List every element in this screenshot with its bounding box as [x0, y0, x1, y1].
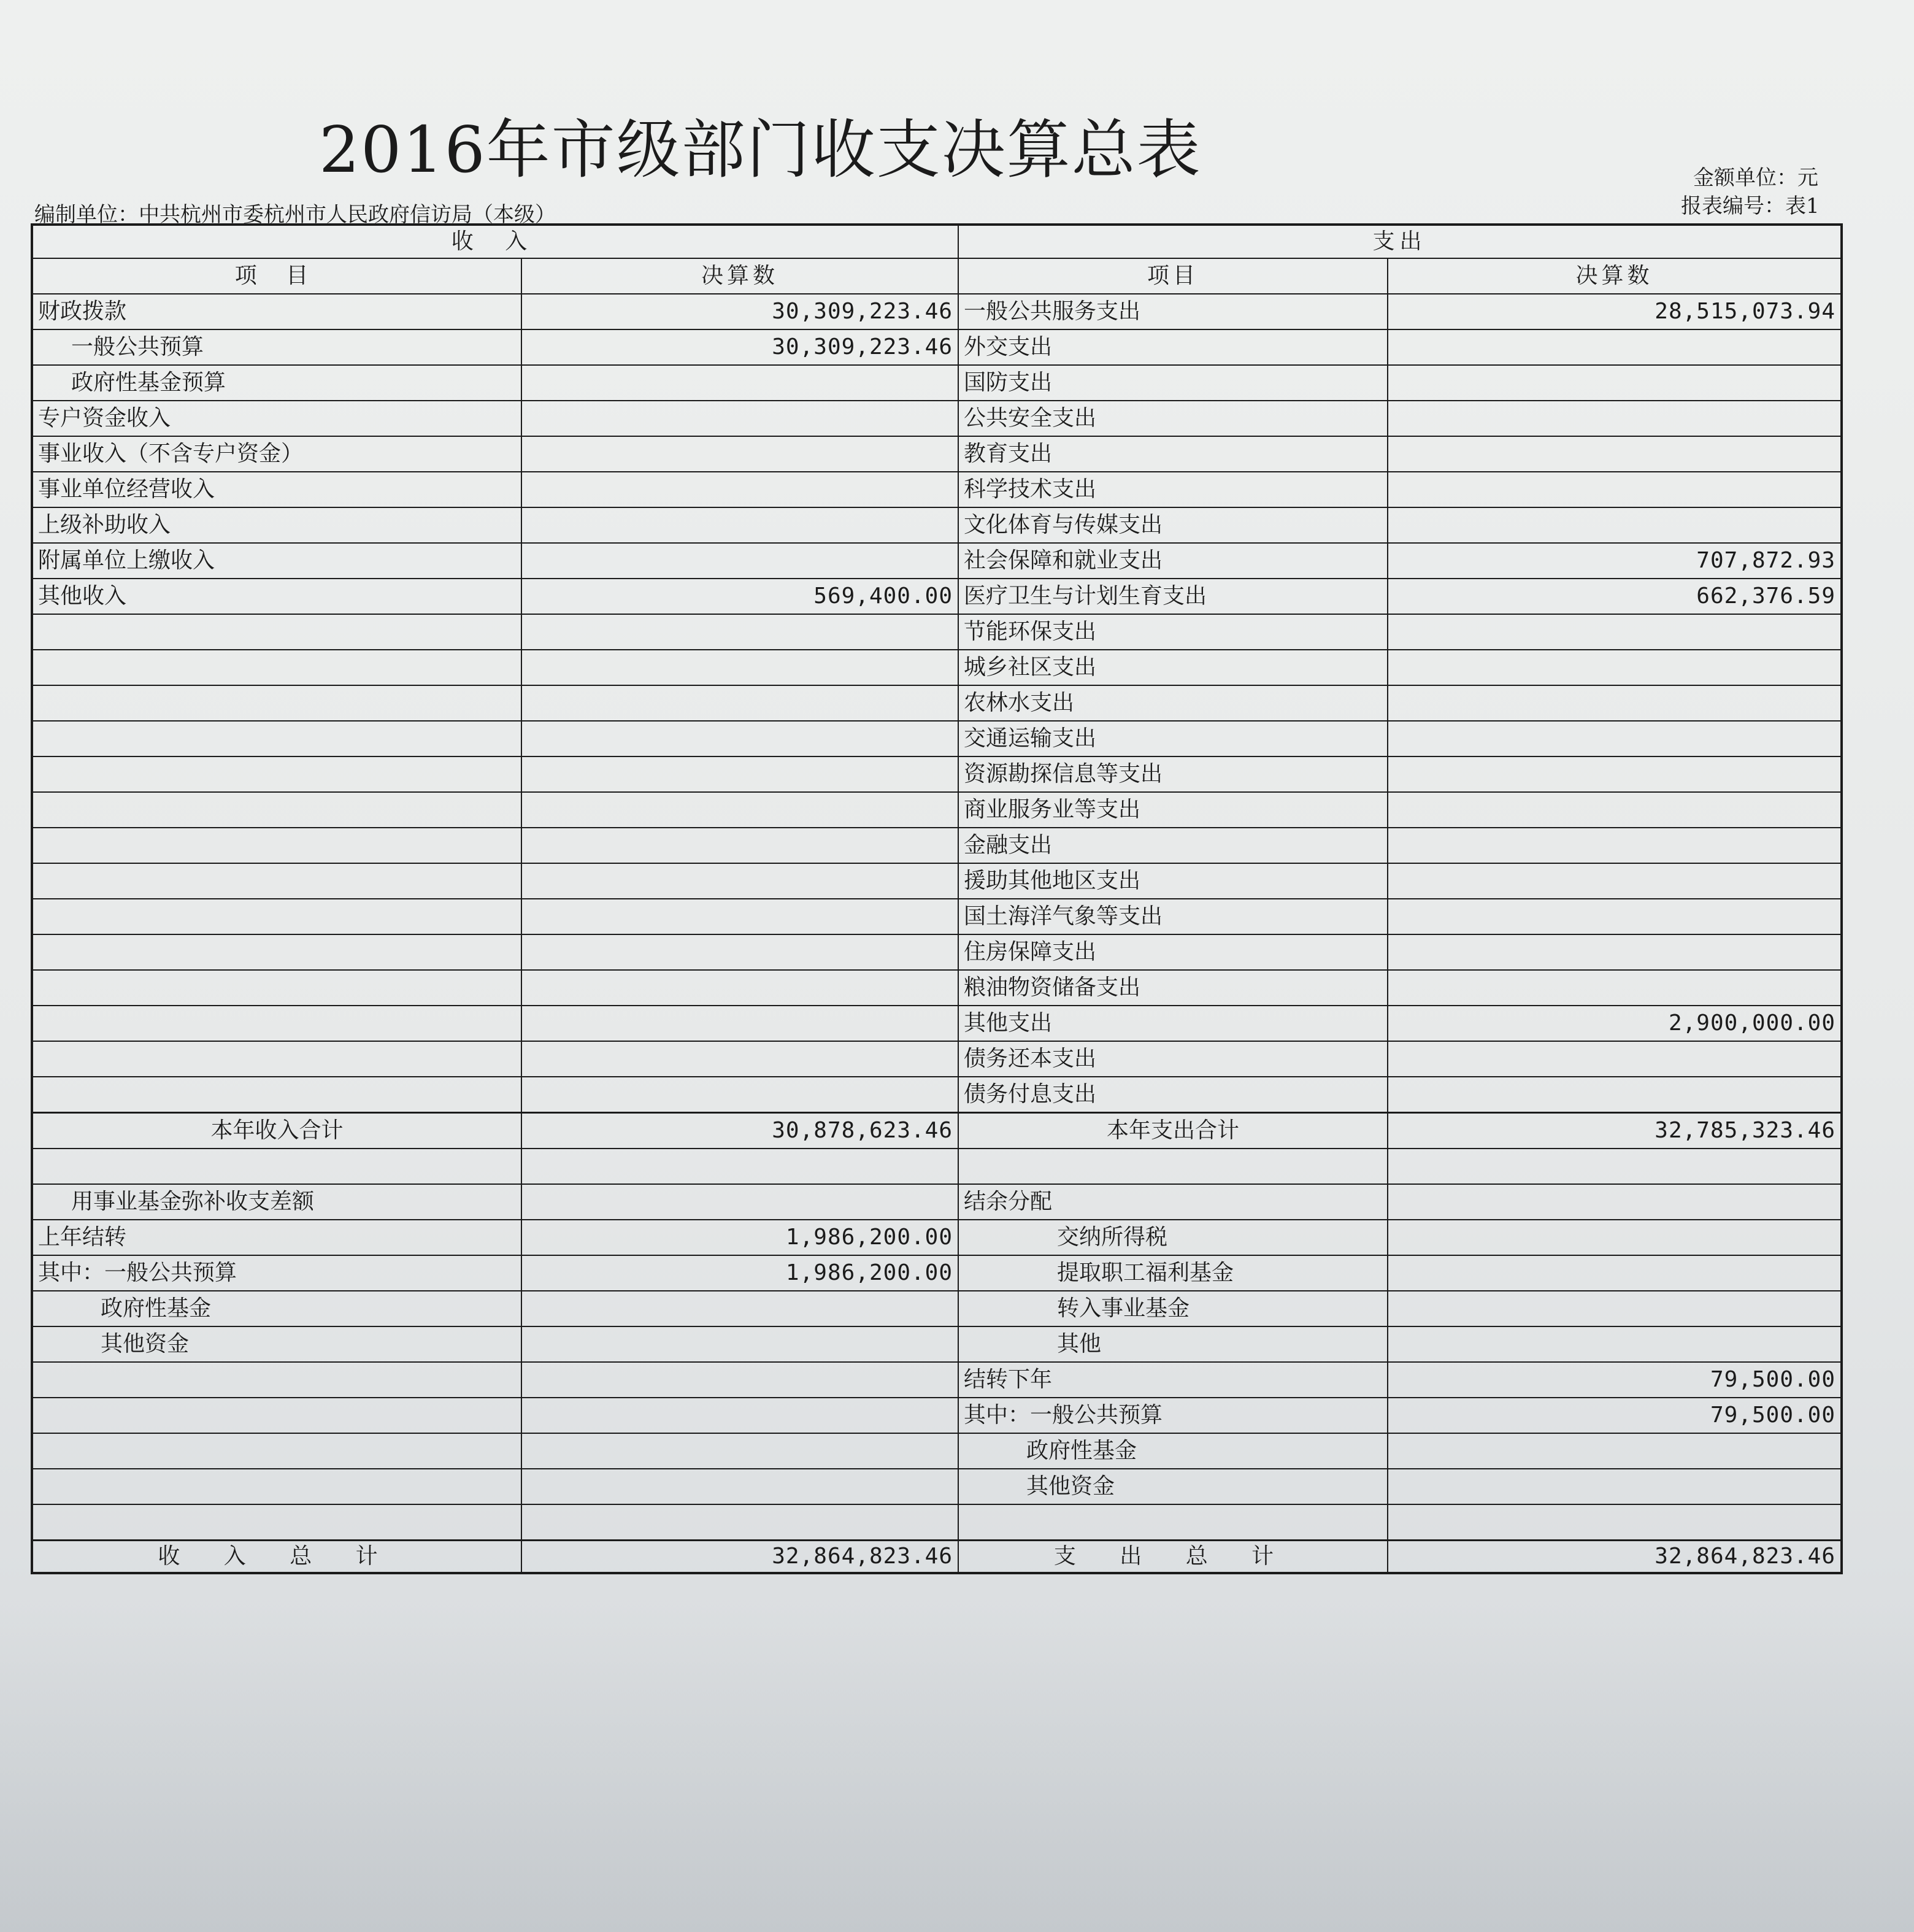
year-expense-total-label: 本年支出合计 — [958, 1113, 1388, 1149]
income-item-label: 一般公共预算 — [32, 329, 521, 365]
income-amount: 569,400.00 — [521, 579, 958, 614]
table-row — [32, 472, 1842, 507]
income-item-label — [32, 685, 521, 721]
income-item-label — [32, 721, 521, 756]
expense-amount — [1388, 650, 1842, 685]
table-row — [32, 1255, 1842, 1291]
expense-amount: 707,872.93 — [1388, 543, 1842, 579]
table-row — [32, 899, 1842, 934]
expense-item-label — [958, 1504, 1388, 1541]
income-item-label: 其他资金 — [32, 1326, 521, 1362]
table-row — [32, 1077, 1842, 1113]
expense-item-label: 城乡社区支出 — [958, 650, 1388, 685]
income-item-label — [32, 1006, 521, 1041]
income-item-label — [32, 1398, 521, 1433]
income-item-column-header: 项 目 — [32, 258, 521, 294]
income-amount — [521, 1398, 958, 1433]
income-item-label — [32, 614, 521, 650]
income-amount — [521, 401, 958, 436]
income-amount — [521, 1469, 958, 1504]
report-number: 报表编号：表1 — [1681, 194, 1820, 218]
income-item-label — [32, 1362, 521, 1398]
expense-amount — [1388, 507, 1842, 543]
expense-amount: 28,515,073.94 — [1388, 294, 1842, 329]
compiling-organization: 编制单位：中共杭州市委杭州市人民政府信访局（本级） — [34, 202, 556, 227]
expense-amount — [1388, 792, 1842, 828]
table-row — [32, 685, 1842, 721]
income-amount — [521, 1077, 958, 1113]
income-item-label: 上级补助收入 — [32, 507, 521, 543]
income-amount — [521, 863, 958, 899]
table-row — [32, 828, 1842, 863]
income-item-label — [32, 899, 521, 934]
income-item-label — [32, 1077, 521, 1113]
income-amount — [521, 436, 958, 472]
income-amount — [521, 365, 958, 401]
income-item-label — [32, 1433, 521, 1469]
expense-amount — [1388, 899, 1842, 934]
income-amount — [521, 756, 958, 792]
income-amount — [521, 1149, 958, 1184]
grand-expense-total-label: 支 出 总 计 — [958, 1541, 1388, 1574]
table-row — [32, 756, 1842, 792]
expense-amount — [1388, 436, 1842, 472]
income-amount — [521, 1184, 958, 1220]
expense-item-label: 节能环保支出 — [958, 614, 1388, 650]
expense-item-label: 商业服务业等支出 — [958, 792, 1388, 828]
table-row — [32, 365, 1842, 401]
expense-item-label: 国防支出 — [958, 365, 1388, 401]
year-total-row — [32, 1113, 1842, 1149]
expense-item-label: 提取职工福利基金 — [958, 1255, 1388, 1291]
expense-item-label: 医疗卫生与计划生育支出 — [958, 579, 1388, 614]
expense-item-label: 社会保障和就业支出 — [958, 543, 1388, 579]
income-item-label — [32, 650, 521, 685]
table-subheader-row — [32, 258, 1842, 294]
income-item-label: 用事业基金弥补收支差额 — [32, 1184, 521, 1220]
table-row — [32, 1291, 1842, 1326]
income-amount: 1,986,200.00 — [521, 1255, 958, 1291]
expense-amount: 79,500.00 — [1388, 1398, 1842, 1433]
income-amount — [521, 828, 958, 863]
income-amount — [521, 934, 958, 970]
income-amount — [521, 685, 958, 721]
income-item-label — [32, 970, 521, 1006]
expense-amount-column-header: 决算数 — [1388, 258, 1842, 294]
expense-item-column-header: 项目 — [958, 258, 1388, 294]
expense-item-label: 债务付息支出 — [958, 1077, 1388, 1113]
expense-item-label: 公共安全支出 — [958, 401, 1388, 436]
table-row — [32, 1220, 1842, 1255]
table-row — [32, 1362, 1842, 1398]
grand-total-row — [32, 1541, 1842, 1574]
expense-amount — [1388, 365, 1842, 401]
expense-amount — [1388, 1149, 1842, 1184]
expense-amount — [1388, 685, 1842, 721]
income-amount — [521, 472, 958, 507]
year-income-total-amount: 30,878,623.46 — [521, 1113, 958, 1149]
table-row — [32, 1433, 1842, 1469]
table-row — [32, 1041, 1842, 1077]
expense-amount: 79,500.00 — [1388, 1362, 1842, 1398]
expense-item-label: 文化体育与传媒支出 — [958, 507, 1388, 543]
expense-item-label: 其他 — [958, 1326, 1388, 1362]
income-amount — [521, 1041, 958, 1077]
income-item-label: 政府性基金 — [32, 1291, 521, 1326]
income-item-label: 附属单位上缴收入 — [32, 543, 521, 579]
expense-item-label: 结余分配 — [958, 1184, 1388, 1220]
income-amount: 1,986,200.00 — [521, 1220, 958, 1255]
expense-item-label: 金融支出 — [958, 828, 1388, 863]
expense-item-label: 其他资金 — [958, 1469, 1388, 1504]
grand-income-total-label: 收 入 总 计 — [32, 1541, 521, 1574]
income-item-label — [32, 1504, 521, 1541]
income-amount — [521, 650, 958, 685]
income-amount — [521, 1433, 958, 1469]
year-income-total-label: 本年收入合计 — [32, 1113, 521, 1149]
expense-item-label: 资源勘探信息等支出 — [958, 756, 1388, 792]
table-row — [32, 436, 1842, 472]
expense-amount — [1388, 329, 1842, 365]
income-amount-column-header: 决算数 — [521, 258, 958, 294]
income-item-label: 财政拨款 — [32, 294, 521, 329]
income-item-label: 事业单位经营收入 — [32, 472, 521, 507]
table-row — [32, 401, 1842, 436]
page-title: 2016年市级部门收支决算总表 — [319, 112, 1202, 187]
income-item-label: 上年结转 — [32, 1220, 521, 1255]
expense-amount — [1388, 863, 1842, 899]
income-amount — [521, 1006, 958, 1041]
table-row — [32, 863, 1842, 899]
expense-header: 支出 — [958, 225, 1842, 258]
expense-item-label: 一般公共服务支出 — [958, 294, 1388, 329]
expense-amount — [1388, 1255, 1842, 1291]
table-row — [32, 543, 1842, 579]
expense-amount — [1388, 1041, 1842, 1077]
expense-amount — [1388, 756, 1842, 792]
income-item-label — [32, 756, 521, 792]
income-amount — [521, 1291, 958, 1326]
grand-expense-total-amount: 32,864,823.46 — [1388, 1541, 1842, 1574]
expense-item-label: 债务还本支出 — [958, 1041, 1388, 1077]
income-amount — [521, 614, 958, 650]
year-expense-total-amount: 32,785,323.46 — [1388, 1113, 1842, 1149]
table-row — [32, 294, 1842, 329]
income-item-label — [32, 828, 521, 863]
table-row — [32, 507, 1842, 543]
expense-item-label: 农林水支出 — [958, 685, 1388, 721]
table-row — [32, 970, 1842, 1006]
income-item-label: 其中：一般公共预算 — [32, 1255, 521, 1291]
expense-item-label: 转入事业基金 — [958, 1291, 1388, 1326]
income-item-label — [32, 792, 521, 828]
expense-item-label: 教育支出 — [958, 436, 1388, 472]
expense-item-label: 其他支出 — [958, 1006, 1388, 1041]
table-row — [32, 1326, 1842, 1362]
expense-amount — [1388, 970, 1842, 1006]
currency-unit: 金额单位：元 — [1693, 166, 1818, 190]
table-row — [32, 1469, 1842, 1504]
expense-item-label: 援助其他地区支出 — [958, 863, 1388, 899]
expense-amount — [1388, 828, 1842, 863]
income-item-label: 政府性基金预算 — [32, 365, 521, 401]
table-row — [32, 1149, 1842, 1184]
expense-amount — [1388, 1184, 1842, 1220]
income-amount — [521, 721, 958, 756]
expense-amount — [1388, 401, 1842, 436]
expense-amount: 2,900,000.00 — [1388, 1006, 1842, 1041]
table-row — [32, 934, 1842, 970]
expense-item-label: 国土海洋气象等支出 — [958, 899, 1388, 934]
expense-item-label: 交纳所得税 — [958, 1220, 1388, 1255]
income-item-label: 专户资金收入 — [32, 401, 521, 436]
expense-amount — [1388, 1504, 1842, 1541]
income-amount — [521, 899, 958, 934]
income-item-label — [32, 934, 521, 970]
income-amount — [521, 970, 958, 1006]
table-row — [32, 1006, 1842, 1041]
income-item-label: 其他收入 — [32, 579, 521, 614]
table-row — [32, 792, 1842, 828]
table-row — [32, 579, 1842, 614]
income-item-label — [32, 1469, 521, 1504]
expense-item-label: 其中：一般公共预算 — [958, 1398, 1388, 1433]
table-row — [32, 1184, 1842, 1220]
income-amount — [521, 507, 958, 543]
table-row — [32, 721, 1842, 756]
table-row — [32, 650, 1842, 685]
expense-amount — [1388, 1469, 1842, 1504]
expense-item-label: 政府性基金 — [958, 1433, 1388, 1469]
income-amount — [521, 1504, 958, 1541]
expense-item-label: 外交支出 — [958, 329, 1388, 365]
paper-shadow — [0, 1607, 1914, 1932]
income-item-label — [32, 1041, 521, 1077]
expense-amount — [1388, 1077, 1842, 1113]
expense-amount — [1388, 472, 1842, 507]
income-amount — [521, 1362, 958, 1398]
income-expense-table — [31, 223, 1843, 1574]
expense-amount — [1388, 1220, 1842, 1255]
income-amount — [521, 543, 958, 579]
expense-item-label — [958, 1149, 1388, 1184]
income-amount — [521, 1326, 958, 1362]
table-header-row — [32, 225, 1842, 258]
expense-item-label: 科学技术支出 — [958, 472, 1388, 507]
grand-income-total-amount: 32,864,823.46 — [521, 1541, 958, 1574]
expense-item-label: 结转下年 — [958, 1362, 1388, 1398]
table-row — [32, 1398, 1842, 1433]
income-amount: 30,309,223.46 — [521, 329, 958, 365]
income-item-label — [32, 863, 521, 899]
expense-amount — [1388, 1326, 1842, 1362]
table-row — [32, 1504, 1842, 1541]
table-row — [32, 614, 1842, 650]
table-row — [32, 329, 1842, 365]
expense-amount — [1388, 1291, 1842, 1326]
income-item-label: 事业收入（不含专户资金） — [32, 436, 521, 472]
expense-item-label: 交通运输支出 — [958, 721, 1388, 756]
expense-item-label: 粮油物资储备支出 — [958, 970, 1388, 1006]
income-item-label — [32, 1149, 521, 1184]
expense-item-label: 住房保障支出 — [958, 934, 1388, 970]
income-amount: 30,309,223.46 — [521, 294, 958, 329]
expense-amount — [1388, 1433, 1842, 1469]
income-amount — [521, 792, 958, 828]
expense-amount — [1388, 721, 1842, 756]
expense-amount — [1388, 614, 1842, 650]
expense-amount — [1388, 934, 1842, 970]
expense-amount: 662,376.59 — [1388, 579, 1842, 614]
income-header: 收 入 — [32, 225, 958, 258]
